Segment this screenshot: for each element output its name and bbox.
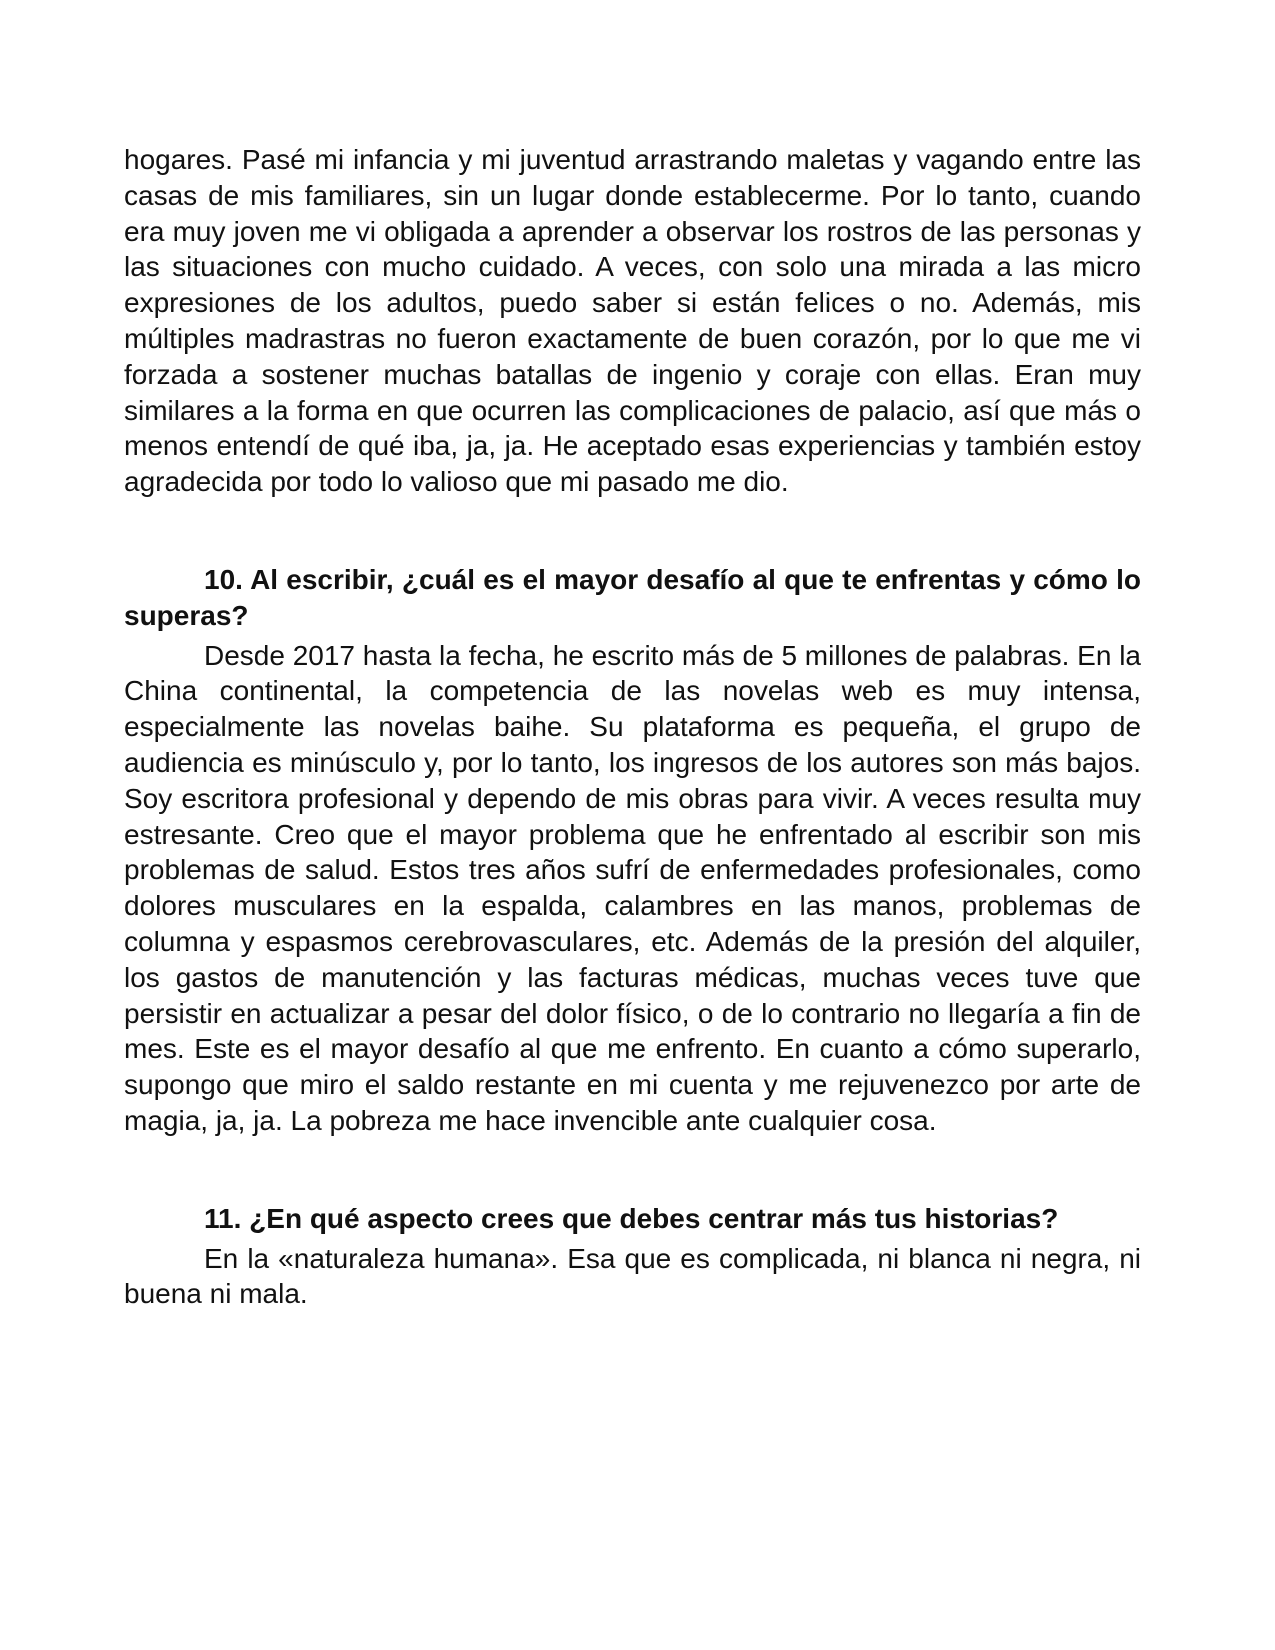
paragraph-continuation: hogares. Pasé mi infancia y mi juventud arrastrando maletas y vagando entre las casas de mis familiares, sin un lugar donde establecerme. Por lo tanto, cuando era muy joven me vi obligada a aprender a observar los rostros de las personas y las situaciones con mucho cuidado. A veces, con solo una mirada a las micro expresiones de los adultos, puedo saber si están felices o no. Además, mis múltiples madrastras no fueron exactamente de buen corazón, por lo que me vi forzada a sostener muchas batallas de ingenio y coraje con ellas. Eran muy similares a la forma en que ocurren las complicaciones de palacio, así que más o menos entendí de qué iba, ja, ja. He aceptado esas experiencias y también estoy agradecida por todo lo valioso que mi pasado me dio. [124,144,1141,498]
answer-paragraph-10: Desde 2017 hasta la fecha, he escrito más de 5 millones de palabras. En la China continental, la competencia de las novelas web es muy intensa, especialmente las novelas baihe. Su plataforma es pequeña, el grupo de audiencia es minúsculo y, por lo tanto, los ingresos de los autores son más bajos. Soy escritora profesional y dependo de mis obras para vivir. A veces resulta muy estresante. Creo que el mayor problema que he enfrentado al escribir son mis problemas de salud. Estos tres años sufrí de enfermedades profesionales, como dolores musculares en la espalda, calambres en las manos, problemas de columna y espasmos cerebrovasculares, etc. Además de la presión del alquiler, los gastos de manutención y las facturas médicas, muchas veces tuve que persistir en actualizar a pesar del dolor físico, o de lo contrario no llegaría a fin de mes. Este es el mayor desafío al que me enfrento. En cuanto a cómo superarlo, supongo que miro el saldo restante en mi cuenta y me rejuvenezco por arte de magia, ja, ja. La pobreza me hace invencible ante cualquier cosa. [124,639,1142,1136]
answer-paragraph-11: En la «naturaleza humana». Esa que es complicada, ni blanca ni negra, ni buena ni mala. [124,1242,1141,1310]
question-heading-10: 10. Al escribir, ¿cuál es el mayor desafío al que te enfrentas y cómo lo superas? [124,563,1141,631]
question-heading-11: 11. ¿En qué aspecto crees que debes centrar más tus historias? [204,1202,1059,1234]
document-page [124,142,1141,1312]
